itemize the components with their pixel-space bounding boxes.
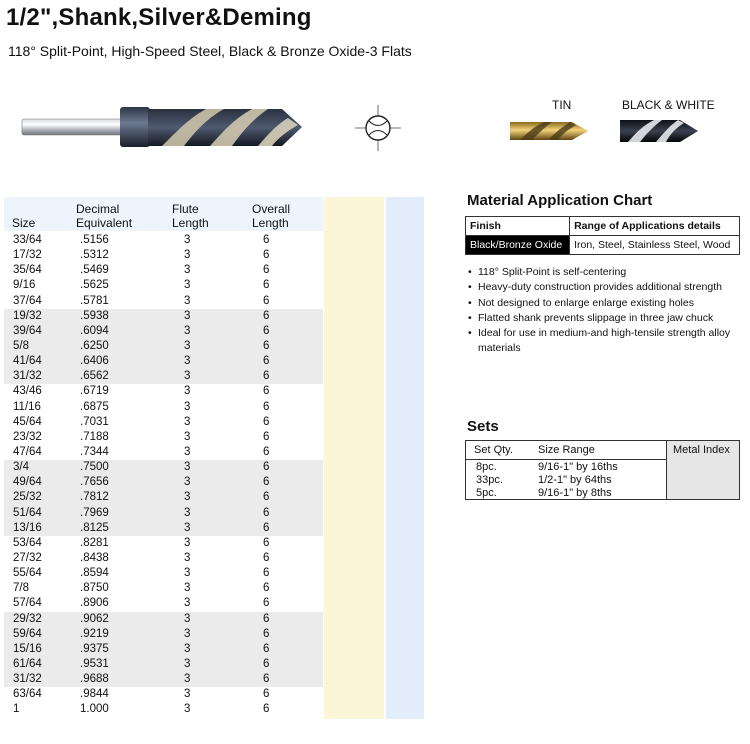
table-row <box>4 702 323 717</box>
size-row-group <box>4 536 323 612</box>
table-row <box>4 506 323 521</box>
overall-length-cell: 6 <box>263 506 270 519</box>
size-cell: 57/64 <box>13 597 42 610</box>
decimal-cell: .6406 <box>80 355 109 368</box>
feature-item: • Heavy-duty construction provides additional strength <box>468 280 743 295</box>
overall-length-cell: 6 <box>263 597 270 610</box>
table-row <box>4 460 323 475</box>
sets-range-header: Size Range <box>538 444 595 456</box>
size-row-group <box>4 309 323 385</box>
size-row-group <box>4 233 323 309</box>
flute-length-cell: 3 <box>184 536 191 549</box>
split-point-cross-section-icon <box>355 105 401 151</box>
table-row <box>4 415 323 430</box>
table-row <box>4 369 323 384</box>
table-row <box>4 278 323 293</box>
size-cell: 61/64 <box>13 657 42 670</box>
decimal-cell: .7812 <box>80 491 109 504</box>
flute-length-cell: 3 <box>184 309 191 322</box>
size-cell: 31/32 <box>13 673 42 686</box>
flute-length-cell: 3 <box>184 673 191 686</box>
size-cell: 53/64 <box>13 536 42 549</box>
metal-index-column <box>667 441 739 499</box>
size-cell: 59/64 <box>13 627 42 640</box>
sets-row <box>466 461 666 474</box>
set-qty: 8pc. <box>476 461 497 473</box>
table-row <box>4 339 323 354</box>
finish-value: Black/Bronze Oxide <box>466 236 570 255</box>
finish-column-header: Finish <box>466 217 570 236</box>
decimal-cell: .9219 <box>80 627 109 640</box>
flute-length-cell: 3 <box>184 657 191 670</box>
overall-length-cell: 6 <box>263 234 270 246</box>
flute-length-cell: 3 <box>184 521 191 534</box>
flute-length-cell: 3 <box>184 703 191 716</box>
table-row <box>4 551 323 566</box>
decimal-cell: .8125 <box>80 521 109 534</box>
decimal-cell: .9062 <box>80 612 109 625</box>
size-cell: 47/64 <box>13 445 42 458</box>
size-cell: 35/64 <box>13 264 42 277</box>
table-row <box>4 400 323 415</box>
table-row <box>4 354 323 369</box>
decimal-cell: .6875 <box>80 400 109 413</box>
flute-length-cell: 3 <box>184 294 191 307</box>
overall-length-cell: 6 <box>263 400 270 413</box>
black-white-drill-swatch <box>620 116 698 146</box>
size-cell: 5/8 <box>13 339 29 352</box>
flute-length-cell: 3 <box>184 491 191 504</box>
feature-item: • Not designed to enlarge enlarge existing holes <box>468 296 743 311</box>
decimal-cell: .7500 <box>80 461 109 474</box>
overall-length-cell: 6 <box>263 370 270 383</box>
flute-length-cell: 3 <box>184 688 191 701</box>
table-row <box>4 642 323 657</box>
decimal-cell: .7031 <box>80 415 109 428</box>
set-qty: 5pc. <box>476 487 497 499</box>
highlight-column-blue <box>386 197 424 719</box>
overall-length-cell: 6 <box>263 582 270 595</box>
size-cell: 25/32 <box>13 491 42 504</box>
sets-table <box>465 440 740 500</box>
size-cell: 45/64 <box>13 415 42 428</box>
sets-row <box>466 474 666 487</box>
flute-length-cell: 3 <box>184 551 191 564</box>
page-title: 1/2",Shank,Silver&Deming <box>6 4 312 31</box>
decimal-cell: .5469 <box>80 264 109 277</box>
decimal-cell: .6094 <box>80 324 109 337</box>
decimal-cell: .9688 <box>80 673 109 686</box>
size-cell: 55/64 <box>13 567 42 580</box>
table-row <box>4 521 323 536</box>
decimal-cell: .8438 <box>80 551 109 564</box>
overall-length-cell: 6 <box>263 521 270 534</box>
size-cell: 9/16 <box>13 279 36 292</box>
overall-length-cell: 6 <box>263 567 270 580</box>
table-row <box>4 536 323 551</box>
set-qty: 33pc. <box>476 474 503 486</box>
overall-length-cell: 6 <box>263 264 270 277</box>
decimal-cell: .6562 <box>80 370 109 383</box>
table-row <box>4 294 323 309</box>
size-cell: 19/32 <box>13 309 42 322</box>
table-row <box>4 445 323 460</box>
flute-length-cell: 3 <box>184 627 191 640</box>
size-cell: 41/64 <box>13 355 42 368</box>
table-row <box>4 475 323 490</box>
table-row <box>4 324 323 339</box>
decimal-cell: .9844 <box>80 688 109 701</box>
size-row-group <box>4 687 323 717</box>
material-application-table <box>465 216 740 255</box>
flute-length-cell: 3 <box>184 249 191 262</box>
table-row <box>4 596 323 611</box>
table-row <box>4 657 323 672</box>
size-row-group <box>4 612 323 688</box>
table-row <box>4 581 323 596</box>
decimal-cell: .7969 <box>80 506 109 519</box>
table-row <box>4 263 323 278</box>
size-cell: 31/32 <box>13 370 42 383</box>
feature-item: • Flatted shank prevents slippage in three jaw chuck <box>468 311 743 326</box>
table-row <box>4 233 323 248</box>
size-row-group <box>4 384 323 460</box>
highlight-column-yellow <box>324 197 384 719</box>
overall-length-cell: 6 <box>263 642 270 655</box>
page-subtitle: 118° Split-Point, High-Speed Steel, Black & Bronze Oxide-3 Flats <box>8 43 412 59</box>
decimal-cell: .5938 <box>80 309 109 322</box>
decimal-cell: .7656 <box>80 476 109 489</box>
size-cell: 1 <box>13 703 20 716</box>
overall-length-cell: 6 <box>263 491 270 504</box>
overall-length-cell: 6 <box>263 415 270 428</box>
flute-length-cell: 3 <box>184 400 191 413</box>
overall-length-cell: 6 <box>263 430 270 443</box>
sets-title: Sets <box>467 418 499 435</box>
table-row <box>4 490 323 505</box>
flute-length-cell: 3 <box>184 642 191 655</box>
table-row <box>4 384 323 399</box>
range-column-header: Range of Applications details <box>570 217 740 236</box>
range-value: Iron, Steel, Stainless Steel, Wood <box>570 236 740 255</box>
flute-length-cell: 3 <box>184 445 191 458</box>
header-size: Size <box>12 216 36 230</box>
overall-length-cell: 6 <box>263 688 270 701</box>
decimal-cell: .7188 <box>80 430 109 443</box>
overall-length-cell: 6 <box>263 385 270 398</box>
size-cell: 15/16 <box>13 642 42 655</box>
flute-length-cell: 3 <box>184 355 191 368</box>
material-chart-title: Material Application Chart <box>467 192 653 209</box>
metal-index-header: Metal Index <box>673 444 730 456</box>
flute-length-cell: 3 <box>184 370 191 383</box>
set-range: 9/16-1" by 8ths <box>538 487 612 499</box>
size-cell: 63/64 <box>13 688 42 701</box>
overall-length-cell: 6 <box>263 279 270 292</box>
set-range: 9/16-1" by 16ths <box>538 461 618 473</box>
size-table-header <box>4 197 323 231</box>
overall-length-cell: 6 <box>263 536 270 549</box>
decimal-cell: .8906 <box>80 597 109 610</box>
tin-drill-swatch <box>510 116 588 146</box>
flute-length-cell: 3 <box>184 430 191 443</box>
flute-length-cell: 3 <box>184 476 191 489</box>
feature-item: • Ideal for use in medium-and high-tensile strength alloy materials <box>468 326 743 357</box>
decimal-cell: .5312 <box>80 249 109 262</box>
overall-length-cell: 6 <box>263 445 270 458</box>
size-cell: 29/32 <box>13 612 42 625</box>
decimal-cell: .5156 <box>80 234 109 246</box>
decimal-cell: .8594 <box>80 567 109 580</box>
feature-list <box>468 265 743 357</box>
size-cell: 27/32 <box>13 551 42 564</box>
size-cell: 23/32 <box>13 430 42 443</box>
size-cell: 43/46 <box>13 385 42 398</box>
overall-length-cell: 6 <box>263 309 270 322</box>
overall-length-cell: 6 <box>263 355 270 368</box>
size-cell: 33/64 <box>13 234 42 246</box>
flute-length-cell: 3 <box>184 385 191 398</box>
table-row <box>4 672 323 687</box>
overall-length-cell: 6 <box>263 249 270 262</box>
overall-length-cell: 6 <box>263 657 270 670</box>
drill-size-table <box>4 197 424 719</box>
decimal-cell: .7344 <box>80 445 109 458</box>
decimal-cell: .9531 <box>80 657 109 670</box>
flute-length-cell: 3 <box>184 415 191 428</box>
flute-length-cell: 3 <box>184 461 191 474</box>
size-cell: 11/16 <box>13 400 41 413</box>
size-cell: 3/4 <box>13 461 29 474</box>
size-row-group <box>4 460 323 536</box>
sets-row <box>466 487 666 500</box>
flute-length-cell: 3 <box>184 339 191 352</box>
size-cell: 51/64 <box>13 506 42 519</box>
table-row <box>4 248 323 263</box>
overall-length-cell: 6 <box>263 476 270 489</box>
flute-length-cell: 3 <box>184 567 191 580</box>
overall-length-cell: 6 <box>263 461 270 474</box>
overall-length-cell: 6 <box>263 324 270 337</box>
table-row <box>4 566 323 581</box>
drill-bit-illustration <box>20 98 320 158</box>
header-decimal: Decimal Equivalent <box>76 202 133 230</box>
flute-length-cell: 3 <box>184 597 191 610</box>
overall-length-cell: 6 <box>263 551 270 564</box>
flute-length-cell: 3 <box>184 612 191 625</box>
sets-header <box>466 441 666 460</box>
set-range: 1/2-1" by 64ths <box>538 474 612 486</box>
table-row <box>4 627 323 642</box>
decimal-cell: .5781 <box>80 294 109 307</box>
table-row <box>4 687 323 702</box>
overall-length-cell: 6 <box>263 703 270 716</box>
table-row <box>4 309 323 324</box>
flute-length-cell: 3 <box>184 506 191 519</box>
overall-length-cell: 6 <box>263 294 270 307</box>
decimal-cell: .8750 <box>80 582 109 595</box>
overall-length-cell: 6 <box>263 612 270 625</box>
overall-length-cell: 6 <box>263 339 270 352</box>
decimal-cell: 1.000 <box>80 703 109 716</box>
flute-length-cell: 3 <box>184 234 191 246</box>
table-row <box>4 612 323 627</box>
decimal-cell: .6250 <box>80 339 109 352</box>
flute-length-cell: 3 <box>184 279 191 292</box>
overall-length-cell: 6 <box>263 627 270 640</box>
size-cell: 7/8 <box>13 582 29 595</box>
flute-length-cell: 3 <box>184 582 191 595</box>
decimal-cell: .8281 <box>80 536 109 549</box>
size-cell: 17/32 <box>13 249 42 262</box>
flute-length-cell: 3 <box>184 324 191 337</box>
black-white-finish-label: BLACK & WHITE <box>622 98 715 112</box>
size-table-body <box>4 233 323 718</box>
decimal-cell: .6719 <box>80 385 109 398</box>
decimal-cell: .9375 <box>80 642 109 655</box>
flute-length-cell: 3 <box>184 264 191 277</box>
size-cell: 37/64 <box>13 294 42 307</box>
header-overall-length: Overall Length <box>252 202 291 230</box>
table-row <box>4 430 323 445</box>
sets-qty-header: Set Qty. <box>474 444 513 456</box>
decimal-cell: .5625 <box>80 279 109 292</box>
size-cell: 39/64 <box>13 324 42 337</box>
overall-length-cell: 6 <box>263 673 270 686</box>
size-cell: 49/64 <box>13 476 42 489</box>
feature-item: • 118° Split-Point is self-centering <box>468 265 743 280</box>
tin-finish-label: TIN <box>552 98 572 112</box>
size-cell: 13/16 <box>13 521 42 534</box>
header-flute-length: Flute Length <box>172 202 209 230</box>
